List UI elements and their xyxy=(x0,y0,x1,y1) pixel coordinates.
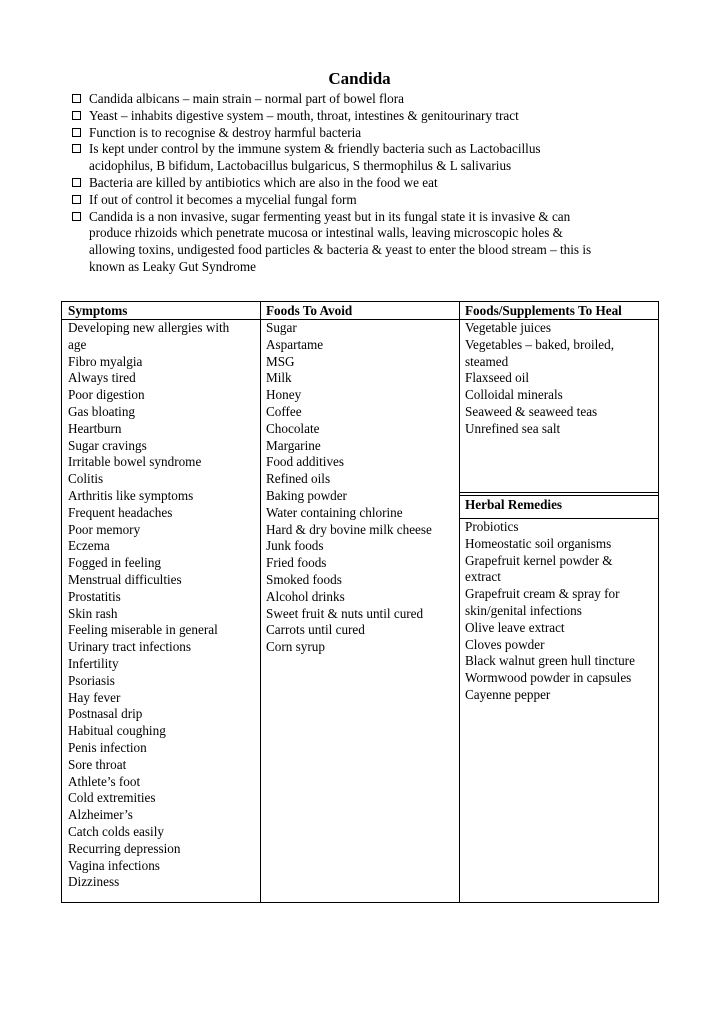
list-item: Probiotics xyxy=(465,519,519,534)
list-item: Milk xyxy=(266,370,292,386)
herbal-remedies-header: Herbal Remedies xyxy=(459,496,658,519)
list-item: extract xyxy=(465,569,501,585)
list-item: Sugar xyxy=(266,320,297,335)
list-item: Cloves powder xyxy=(465,636,545,652)
foods-to-heal-section xyxy=(459,302,658,493)
list-item: Cayenne pepper xyxy=(465,686,551,702)
list-item: Cold extremities xyxy=(68,790,156,806)
foods-to-avoid-column xyxy=(260,302,460,902)
bullet-line: Candida is a non invasive, sugar fermenting yeast but in its fungal state it is invasive & can xyxy=(89,208,571,224)
bullet-line: Yeast – inhabits digestive system – mouth, throat, intestines & genitourinary tract xyxy=(89,107,519,123)
list-item: MSG xyxy=(266,353,295,369)
list-item: Arthritis like symptoms xyxy=(68,487,194,503)
page-title: Candida xyxy=(328,69,391,88)
foods-to-heal-list xyxy=(459,320,658,438)
list-item: Homeostatic soil organisms xyxy=(465,535,612,551)
list-item: Psoriasis xyxy=(68,672,115,688)
list-item: Menstrual difficulties xyxy=(68,571,182,587)
list-item: Irritable bowel syndrome xyxy=(68,454,202,470)
list-item: Skin rash xyxy=(68,605,118,621)
herbal-remedies-list xyxy=(459,519,658,704)
bullet-line: produce rhizoids which penetrate mucosa or intestinal walls, leaving microscopic holes & xyxy=(89,225,563,241)
list-item: Developing new allergies with xyxy=(68,320,230,335)
list-item: Junk foods xyxy=(266,538,324,554)
list-item: Fogged in feeling xyxy=(68,555,162,571)
list-item: Food additives xyxy=(266,454,345,470)
list-item: Infertility xyxy=(68,655,119,671)
list-item: Corn syrup xyxy=(266,639,325,655)
list-item: Recurring depression xyxy=(68,840,181,856)
list-item: Coffee xyxy=(266,403,302,419)
list-item: Sugar cravings xyxy=(68,437,147,453)
bullet-line: known as Leaky Gut Syndrome xyxy=(89,258,257,274)
list-item: Urinary tract infections xyxy=(68,639,192,655)
foods-to-avoid-list xyxy=(260,320,459,656)
checkbox-square-icon xyxy=(72,144,81,153)
list-item: Black walnut green hull tincture xyxy=(465,653,635,669)
list-item: Fried foods xyxy=(266,555,327,571)
list-item: Penis infection xyxy=(68,739,147,755)
list-item: age xyxy=(68,336,87,352)
list-item: Vagina infections xyxy=(68,857,160,873)
symptoms-header: Symptoms xyxy=(62,302,260,320)
bullet-line: Is kept under control by the immune system & friendly bacteria such as Lactobacillus xyxy=(89,141,541,157)
list-item: Colitis xyxy=(68,471,104,487)
bullet-item xyxy=(72,175,652,192)
list-item: Grapefruit kernel powder & xyxy=(465,552,613,568)
checkbox-square-icon xyxy=(72,128,81,137)
symptoms-list xyxy=(62,320,260,891)
list-item: Colloidal minerals xyxy=(465,387,563,403)
bullet-item xyxy=(72,141,652,175)
herbal-remedies-section xyxy=(459,495,658,902)
list-item: Grapefruit cream & spray for xyxy=(465,586,620,602)
list-item: Wormwood powder in capsules xyxy=(465,670,632,686)
list-item: Vegetables – baked, broiled, xyxy=(465,336,615,352)
candida-table xyxy=(61,301,659,903)
checkbox-square-icon xyxy=(72,195,81,204)
list-item: Alzheimer’s xyxy=(68,807,133,823)
list-item: Carrots until cured xyxy=(266,622,365,638)
list-item: Sweet fruit & nuts until cured xyxy=(266,605,424,621)
list-item: Dizziness xyxy=(68,874,120,890)
bullet-line: allowing toxins, undigested food particles & bacteria & yeast to enter the blood stream – this is xyxy=(89,242,592,258)
bullet-line: If out of control it becomes a mycelial fungal form xyxy=(89,191,357,207)
list-item: Fibro myalgia xyxy=(68,353,143,369)
bullet-item xyxy=(72,108,652,125)
list-item: Chocolate xyxy=(266,420,320,436)
list-item: Unrefined sea salt xyxy=(465,420,561,436)
bullet-line: Candida albicans – main strain – normal part of bowel flora xyxy=(89,91,404,106)
list-item: Hard & dry bovine milk cheese xyxy=(266,521,432,537)
list-item: Margarine xyxy=(266,437,321,453)
list-item: skin/genital infections xyxy=(465,602,582,618)
checkbox-square-icon xyxy=(72,178,81,187)
list-item: Baking powder xyxy=(266,487,347,503)
bullet-line: acidophilus, B bifidum, Lactobacillus bulgaricus, S thermophilus & L salivarius xyxy=(89,158,512,174)
list-item: steamed xyxy=(465,353,509,369)
symptoms-column xyxy=(62,302,261,902)
bullet-item xyxy=(72,91,652,108)
bullet-line: Function is to recognise & destroy harmful bacteria xyxy=(89,124,362,140)
checkbox-square-icon xyxy=(72,94,81,103)
list-item: Water containing chlorine xyxy=(266,504,403,520)
foods-to-avoid-header: Foods To Avoid xyxy=(260,302,459,320)
checkbox-square-icon xyxy=(72,111,81,120)
list-item: Olive leave extract xyxy=(465,619,565,635)
list-item: Heartburn xyxy=(68,420,122,436)
bullet-line: Bacteria are killed by antibiotics which are also in the food we eat xyxy=(89,174,438,190)
list-item: Eczema xyxy=(68,538,110,554)
list-item: Honey xyxy=(266,387,302,403)
list-item: Frequent headaches xyxy=(68,504,173,520)
list-item: Smoked foods xyxy=(266,571,342,587)
list-item: Habitual coughing xyxy=(68,723,166,739)
bullet-item xyxy=(72,192,652,209)
bullet-list xyxy=(72,91,652,276)
list-item: Refined oils xyxy=(266,471,331,487)
foods-to-heal-header: Foods/Supplements To Heal xyxy=(459,302,658,320)
list-item: Prostatitis xyxy=(68,588,121,604)
list-item: Poor digestion xyxy=(68,387,145,403)
list-item: Postnasal drip xyxy=(68,706,143,722)
bullet-item xyxy=(72,125,652,142)
list-item: Gas bloating xyxy=(68,403,136,419)
list-item: Hay fever xyxy=(68,689,121,705)
checkbox-square-icon xyxy=(72,212,81,221)
list-item: Always tired xyxy=(68,370,136,386)
bullet-item xyxy=(72,209,652,276)
list-item: Flaxseed oil xyxy=(465,370,530,386)
list-item: Seaweed & seaweed teas xyxy=(465,403,598,419)
list-item: Feeling miserable in general xyxy=(68,622,218,638)
remedies-column xyxy=(459,302,658,902)
list-item: Poor memory xyxy=(68,521,141,537)
list-item: Alcohol drinks xyxy=(266,588,345,604)
list-item: Catch colds easily xyxy=(68,823,164,839)
list-item: Athlete’s foot xyxy=(68,773,141,789)
list-item: Aspartame xyxy=(266,336,324,352)
list-item: Vegetable juices xyxy=(465,320,552,335)
list-item: Sore throat xyxy=(68,756,127,772)
